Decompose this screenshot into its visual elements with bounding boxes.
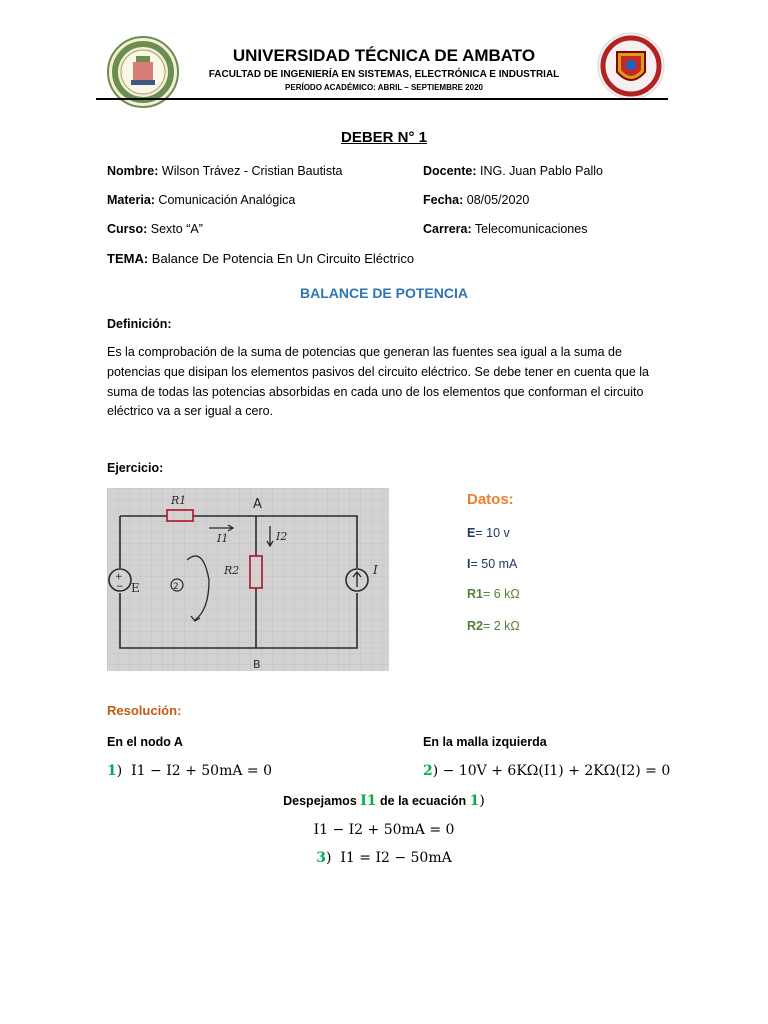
datos-title: Datos: [467, 491, 514, 508]
fecha-field: Fecha: 08/05/2020 [423, 193, 530, 207]
clear-instruction: Despejamos I1 de la ecuación 1) [283, 793, 485, 809]
node-b-label: B [253, 658, 261, 671]
i2-label: I2 [276, 530, 288, 543]
definition-paragraph: Es la comprobación de la suma de potencias que generan las fuentes sea igual a la suma de potencias que disipan los elementos pasivos del circuito eléctrico. Se debe tener en cuenta que la suma de todas las potencias absorbidas en cada uno de los elementos que conforman el circuito eléctrico va a ser igual a cero. [107, 345, 650, 419]
r2-label: R2 [224, 564, 240, 577]
exercise-label: Ejercicio: [107, 461, 164, 475]
equation-1: 1) I1 − I2 + 50mA = 0 [107, 763, 272, 779]
dato-e: E= 10 v [467, 526, 510, 540]
mesh-label: 2 [173, 582, 179, 592]
mesh-heading: En la malla izquierda [423, 735, 547, 749]
header-divider [96, 98, 668, 100]
university-name: UNIVERSIDAD TÉCNICA DE AMBATO [232, 46, 536, 65]
i-label: I [373, 563, 378, 577]
svg-text:−: − [116, 582, 124, 592]
carrera-field: Carrera: Telecomunicaciones [423, 222, 588, 236]
document-title: DEBER N° 1 [340, 129, 427, 146]
materia-field: Materia: Comunicación Analógica [107, 193, 296, 207]
node-heading: En el nodo A [107, 735, 183, 749]
nombre-field: Nombre: Wilson Trávez - Cristian Bautista [107, 164, 343, 178]
dato-r1: R1= 6 kΩ [467, 587, 520, 601]
resolution-title: Resolución: [107, 703, 182, 718]
circuit-photo [107, 488, 389, 671]
equation-1-repeat: I1 − I2 + 50mA = 0 [313, 822, 455, 838]
faculty-name: FACULTAD DE INGENIERÍA EN SISTEMAS, ELECTRÓNICA E INDUSTRIAL [208, 69, 560, 80]
dato-r2: R2= 2 kΩ [467, 619, 520, 633]
i1-label: I1 [217, 532, 229, 545]
svg-text:+: + [115, 572, 123, 582]
node-a-label: A [253, 497, 262, 512]
dato-i: I= 50 mA [467, 557, 518, 571]
tema-field: TEMA: Balance De Potencia En Un Circuito Eléctrico [107, 251, 415, 266]
equation-2: 2) − 10V + 6KΩ(I1) + 2KΩ(I2) = 0 [423, 763, 671, 779]
academic-period: PERÍODO ACADÉMICO: ABRIL – SEPTIEMBRE 2020 [285, 83, 483, 92]
equation-3: 3) I1 = I2 − 50mA [316, 850, 452, 866]
e-label: E [131, 581, 140, 595]
section-title: BALANCE DE POTENCIA [299, 285, 468, 301]
docente-field: Docente: ING. Juan Pablo Pallo [423, 164, 603, 178]
r1-label: R1 [171, 494, 187, 507]
curso-field: Curso: Sexto “A” [107, 222, 203, 236]
definition-label: Definición: [107, 317, 172, 331]
